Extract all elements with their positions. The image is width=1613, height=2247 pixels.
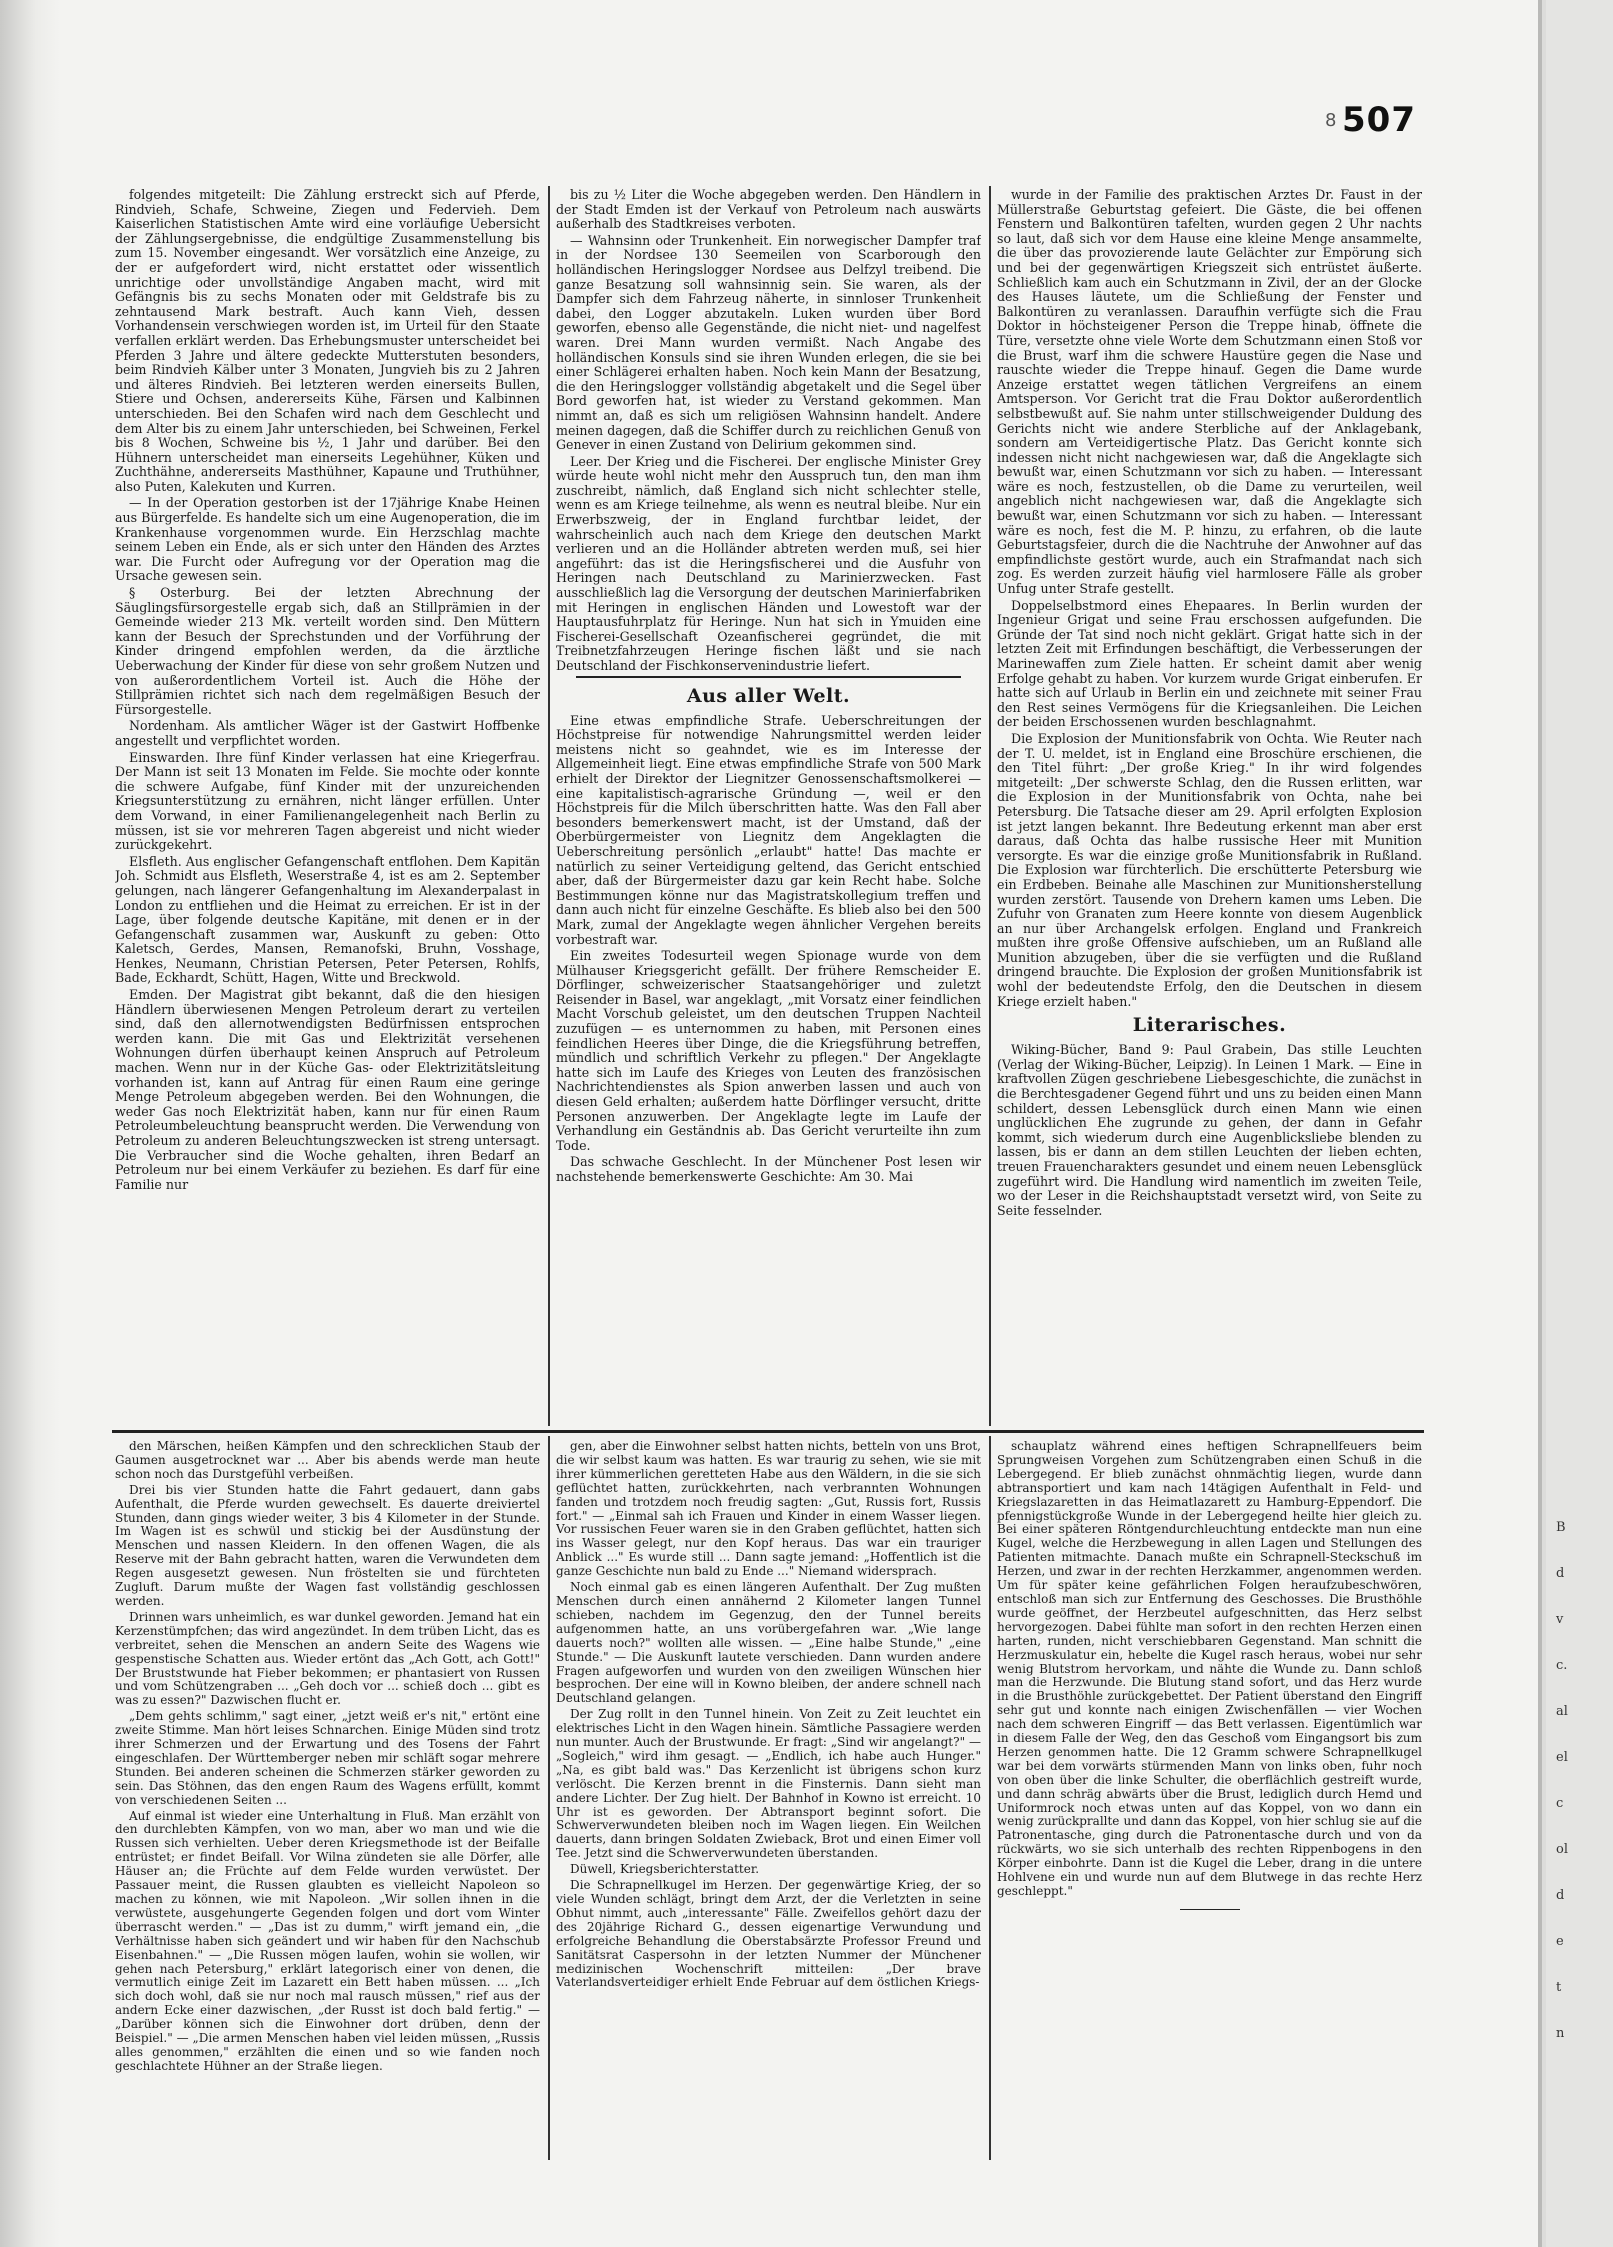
column-3-upper [997,188,1422,1009]
adjacent-page-fragment: t [1556,1980,1562,1995]
section-headline-literarisches: Literarisches. [1132,1014,1287,1037]
article-paragraph: gen, aber die Einwohner selbst hatten nichts, betteln von uns Brot, die wir selbst kaum was hatten. Es war traurig zu sehen, wie sie mit ihrer kümmerlichen geretteten Habe aus den Wäldern, in die sie sich geflüchtet hatten, zurückkehrten, nach verbrannten Wohnungen fanden und trotzdem noch freudig sagten: „Gut, Russis fort, Russis fort." — „Einmal sah ich Frauen und Kinder in einem Wasser liegen. Vor russischen Feuer waren sie in den Graben geflüchtet, hatten sich ins Wasser gelegt, nur den Kopf heraus. Das war ein trauriger Anblick ..." Es wurde still ... Dann sagte jemand: „Hoffentlich ist die ganze Geschichte nun bald zu Ende ..." Niemand widersprach. [556,1440,981,1579]
top-column-3 [997,188,1422,1423]
end-rule [1180,1909,1240,1910]
adjacent-page-fragment: e [1556,1934,1564,1949]
adjacent-page-fragment: ol [1556,1842,1568,1857]
page-number: 507 [1342,100,1416,140]
section-headline-aus-aller-welt: Aus aller Welt. [686,684,851,707]
adjacent-page-fragment: d [1556,1566,1565,1581]
article-paragraph: Die Schrapnellkugel im Herzen. Der gegenwärtige Krieg, der so viele Wunden schlägt, bringt dem Arzt, der die Verletzten in seine Obhut nimmt, auch „interessante" Fälle. Zweifellos gehört dazu der des 20jährige Richard G., dessen eigenartige Verwundung und erfolgreiche Behandlung die Oberstabsärzte Professor Freund und Sanitätsrat Caspersohn in der letzten Nummer der Münchener medizinischen Wochenschrift mitteilen: „Der brave Vaterlandsverteidiger erhielt Ende Februar auf dem östlichen Kriegs- [556,1878,981,1990]
column-3-lower [997,1043,1422,1218]
article-paragraph: Der Zug rollt in den Tunnel hinein. Von Zeit zu Zeit leuchtet ein elektrisches Licht in den Wagen hinein. Sämtliche Passagiere werden nun munter. Auch der Brustwunde. Er fragt: „Sind wir angelangt?" — „Sogleich," wird ihm gesagt. — „Endlich, ich habe auch Hunger." „Na, es gibt bald was." Das Kerzenlicht ist übrigens schon kurz verlöscht. Die Kerzen brennt in die Finsternis. Dann sieht man andere Lichter. Der Zug hielt. Der Bahnhof in Kowno ist erreicht. 10 Uhr ist es geworden. Der Abtransport beginnt sofort. Die Schwerverwundeten bleiben noch im Wagen liegen. Ein Weilchen dauerts, dann bringen Soldaten Zwieback, Brot und einen Eimer voll Tee. Jetzt sind die Schwerverwundeten überstanden. [556,1707,981,1861]
article-paragraph: Ein zweites Todesurteil wegen Spionage wurde von dem Mülhauser Kriegsgericht gefällt. Der frühere Remscheider E. Dörflinger, schweizerischer Staatsangehöriger und zuletzt Reisender in Basel, war angeklagt, „mit Vorsatz einer feindlichen Macht Vorschub geleistet, um den deutschen Truppen Nachteil zuzufügen — es unternommen zu haben, mit Personen eines feindlichen Heeres über Dinge, die die Kriegsführung betreffen, mündlich und schriftlich Verkehr zu pflegen." Der Angeklagte hatte sich im Laufe des Krieges von Leuten des französischen Nachrichtendienstes als Spion anwerben lassen und auch von diesen Geld erhalten; außerdem hatte Dörflinger versucht, dritte Personen anzuwerben. Der Angeklagte legte im Laufe der Verhandlung ein Geständnis ab. Das Gericht verurteilte ihn zum Tode. [556,948,981,1153]
adjacent-page-fragment: el [1556,1750,1568,1765]
article-paragraph: Drei bis vier Stunden hatte die Fahrt gedauert, dann gabs Aufenthalt, die Pferde wurden gewechselt. Es dauerte dreiviertel Stunden, dann gings wieder weiter, 3 bis 4 Kilometer in der Stunde. Im Wagen ist es schwül und stickig bei der Ausdünstung der Menschen und nassen Kleidern. In den offenen Wagen, die als Reserve mit der Bahn gebracht hatten, waren die Verwundeten dem Regen ausgesetzt gewesen. Nun fröstelten sie und fürchteten Zugluft. Darum mußte der Wagen fast vollständig geschlossen werden. [115,1482,540,1608]
column-2-upper [556,188,981,674]
adjacent-page-fragment: c [1556,1796,1564,1811]
article-paragraph: Das schwache Geschlecht. In der Münchener Post lesen wir nachstehende bemerkenswerte Geschichte: Am 30. Mai [556,1154,981,1184]
article-paragraph: Wiking-Bücher, Band 9: Paul Grabein, Das stille Leuchten (Verlag der Wiking-Bücher, Leipzig). In Leinen 1 Mark. — Eine in kraftvollen Zügen geschriebene Liebesgeschichte, die zunächst in die Berchtesgadener Gegend führt und uns zu beiden einen Mann schildert, dessen Lebensglück durch einen Mann wie einen unglücklichen Ehe zugrunde zu gehen, der dann in Gefahr kommt, sich wiederum durch eine Augenblicksliebe blenden zu lassen, bis er dann an dem stillen Leuchten der lieben echten, treuen Frauencharakters gesundet und einem neuen Lebensglück zugeführt wird. Die Handlung wird namentlich im zweiten Teile, wo der Leser in die Reichshauptstadt versetzt wird, von Seite zu Seite fesselnder. [997,1042,1422,1218]
column-divider [548,186,550,1426]
article-paragraph: bis zu ½ Liter die Woche abgegeben werden. Den Händlern in der Stadt Emden ist der Verkauf von Petroleum nach auswärts außerhalb des Stadtkreises verboten. [556,188,981,232]
bottom-column-1 [115,1440,540,2160]
article-paragraph: den Märschen, heißen Kämpfen und den schrecklichen Staub der Gaumen ausgetrocknet war ... Aber bis abends werde man heute schon noch das Durstgefühl verbeißen. [115,1440,540,1481]
adjacent-page-fragment: v [1556,1612,1564,1627]
top-column-1 [115,188,540,1423]
article-paragraph: wurde in der Familie des praktischen Arztes Dr. Faust in der Müllerstraße Geburtstag gefeiert. Die Gäste, die bei offenen Fenstern und Balkontüren tafelten, wurden gegen 2 Uhr nachts so laut, daß sich vor dem Hause eine kleine Menge ansammelte, die über das provozierende laute Gelächter zur Empörung sich und bei der gegenwärtigen Kriegszeit sich entrüstet äußerte. Schließlich kam auch ein Schutzmann in Zivil, der an der Glocke des Hauses läutete, um die Schließung der Fenster und Balkontüren zu veranlassen. Daraufhin verfügte sich die Frau Doktor in höchsteigener Person die Treppe hinab, öffnete die Türe, versetzte ohne viele Worte dem Schutzmann einen Stoß vor die Brust, warf ihm die schwere Haustüre gegen die Nase und rauschte wieder die Treppe hinauf. Gegen die Dame wurde Anzeige erstattet wegen tätlichen Vergreifens an einem Amtsperson. Vor Gericht trat die Frau Doktor außerordentlich selbstbewußt auf. Sie nahm unter stillschweigender Duldung des Gerichts nicht wie andere Sterbliche auf der Anklagebank, sondern am Verteidigertische Platz. Das Gericht konnte sich indessen nicht nicht nachgewiesen war, daß die Angeklagte sich bewußt war, einen Schutzmann vor sich zu haben. — Interessant wäre es noch, festzustellen, ob die Dame zu verurteilen, weil angeblich nicht nachgewiesen war, daß die Angeklagte sich bewußt war, einen Schutzmann vor sich zu haben. — Interessant wäre es noch, fest die M. P. hinzu, zu erfahren, ob die laute Geburtstagsfeier, durch die die Nachtruhe der Anwohner auf das empfindlichste gestört wurde, auch ein Strafmandat nach sich zog. Es werden zurzeit häufig viel harmlosere Fälle als grober Unfug unter Strafe gestellt. [997,188,1422,597]
horizontal-divider [112,1430,1424,1433]
adjacent-page-fragment: al [1556,1704,1568,1719]
article-paragraph: Drinnen wars unheimlich, es war dunkel geworden. Jemand hat ein Kerzenstümpfchen; das wird angezündet. In dem trüben Licht, das es verbreitet, sehen die Menschen an andern Seite des Wagens wie gespenstische Schatten aus. Wieder ertönt das „Ach Gott, ach Gott!" Der Bruststwunde hat Fieber bekommen; er phantasiert von Russen und vom Schützengraben ... „Geh doch vor ... schieß doch ... gibt es was zu essen?" Dazwischen flucht er. [115,1609,540,1708]
column-3-text [997,1440,1422,1899]
article-paragraph: Doppelselbstmord eines Ehepaares. In Berlin wurden der Ingenieur Grigat und seine Frau erschossen aufgefunden. Die Gründe der Tat sind noch nicht geklärt. Grigat hatte sich in der letzten Zeit mit Erfindungen beschäftigt, die Verbesserungen der Marinewaffen zum Ziele hatten. Er scheint damit aber wenig Erfolge gehabt zu haben. Vor kurzem wurde Grigat einberufen. Er hatte sich auf Urlaub in Berlin ein und zeichnete mit seiner Frau den Rest seines Vermögens für die Kriegsanleihen. Die Leichen der beiden Erschossenen wurden beschlagnahmt. [997,597,1422,730]
article-paragraph: § Osterburg. Bei der letzten Abrechnung der Säuglingsfürsorgestelle ergab sich, daß an Stillprämien in der Gemeinde wieder 213 Mk. verteilt worden sind. Den Müttern kann der Besuch der Sprechstunden und der Vorführung der Kinder dringend empfohlen werden, da die ärztliche Ueberwachung der Kinder für diese von sehr großem Nutzen und von außerordentlichem Vorteil ist. Auch die Höhe der Stillprämien richtet sich nach dem regelmäßigen Besuch der Fürsorgestelle. [115,585,540,717]
article-paragraph: Emden. Der Magistrat gibt bekannt, daß die den hiesigen Händlern überwiesenen Mengen Petroleum derart zu verteilen sind, daß den allernotwendigsten Bedürfnissen entsprochen werden kann. Die mit Gas und Elektrizität versehenen Wohnungen dürfen überhaupt keinen Anspruch auf Petroleum machen. Wenn nur in der Küche Gas- oder Elektrizitätsleitung vorhanden ist, kann auf Antrag für einen Raum eine geringe Menge Petroleum abgegeben werden. Bei den Wohnungen, die weder Gas noch Elektrizität haben, kann nur für einen Raum Petroleumbeleuchtung beansprucht werden. Die Verwendung von Petroleum zu anderen Beleuchtungszwecken ist streng untersagt. Die Verbraucher sind die Woche gehalten, ihren Bedarf an Petroleum nur bei einem Verkäufer zu beziehen. Es darf für eine Familie nur [115,987,540,1192]
column-divider [989,1436,991,2160]
article-paragraph: Auf einmal ist wieder eine Unterhaltung in Fluß. Man erzählt von den durchlebten Kämpfen, von wo man, aber wo man und wie die Russen sich verhielten. Ueber deren Kriegsmethode ist der Beifalle entrüstet; er findet Beifall. Vor Wilna zündeten sie alle Dörfer, alle Häuser an; die Früchte auf dem Felde wurden verwüstet. Der Passauer meint, die Russen glaubten es vielleicht Napoleon so machen zu können, wie mit Napoleon. „Wir sollen ihnen in die verwüstete, ausgehungerte Gegenden folgen und dort vom Winter überrascht werden." — „Das ist zu dumm," wirft jemand ein, „die Verhältnisse haben sich geändert und wir haben für den Nachschub Eisenbahnen." — „Die Russen mögen laufen, wohin sie wollen, wir gehen nach Petersburg," erklärt lategorisch einer von denen, die vermutlich einige Zeit im Lazarett ein Bett haben müssen. ... „Ich sich doch wohl, daß sie nur noch mal rausch müssen," rief aus der andern Ecke einer dazwischen, „der Russt ist doch bald fertig." — „Darüber können sich die Einwohner dort drüben, denn der Beispiel." — „Die armen Menschen haben viel leiden müssen, „Russis alles genommen," erzählten die einen und so wie fanden noch geschlachtete Hühner an der Straße liegen. [115,1808,540,2073]
bottom-column-2 [556,1440,981,2160]
article-paragraph: schauplatz während eines heftigen Schrapnellfeuers beim Sprungweisen Vorgehen zum Schützengraben einen Schuß in die Lebergegend. Er blieb zunächst ohnmächtig liegen, wurde dann abtransportiert und kam nach 14tägigen Aufenthalt in Feld- und Kriegslazaretten in das Heimatlazarett zu Hamburg-Eppendorf. Die pfennigstückgroße Wunde in der Lebergegend heilte hier gleich zu. Bei einer späteren Röntgendurchleuchtung entdeckte man nun eine Kugel, welche die Herzbewegung in allen Lagen und Stellungen des Patienten mitmachte. Danach mußte ein Schrapnell-Steckschuß im Herzen, und zwar in der rechten Herzkammer, angenommen werden. Um für später keine gefährlichen Folgen heraufzubeschwören, entschloß man sich zur Entfernung des Geschosses. Die Brusthöhle wurde geöffnet, der Herzbeutel aufgeschnitten, das Herz selbst hervorgezogen. Dabei fühlte man sofort in den rechten Herzen einen harten, runden, nicht verschiebbaren Gegenstand. Man schnitt die Herzmuskulatur ein, hebelte die Kugel rasch heraus, wobei nur sehr wenig Blutstrom hervorkam, und nähte die Wunde zu. Dann schloß man die Herzwunde. Die Blutung stand sofort, und das Herz wurde in die Brusthöhle zurückgebettet. Der Patient überstand den Eingriff sehr gut und konnte nach einigen Zwischenfällen — vier Wochen nach dem schweren Eingriff — das Bett verlassen. Eigentümlich war in diesem Falle der Weg, den das Geschoß vom Eingangsort bis zum Herzen genommen hatte. Die 12 Gramm schwere Schrapnellkugel war bei dem vorwärts stürmenden Mann von links oben, fuhr noch von oben über die linke Schulter, die oberflächlich gestreift wurde, und dann schräg abwärts über die Brust, lediglich durch Hemd und Uniformrock noch etwas unten auf das Koppel, von wo dann ein wenig zurückprallte und dann das Koppel, von hier schlug sie auf die Patronentasche, ging durch die Patronentasche durch und von da rückwärts, wo sie sich unterhalb des rechten Rippenbogens in den Körper einbohrte. Dann ist die Kugel die Leber, drang in die untere Hohlvene ein und wurde nun auf dem Blutwege in das rechte Herz geschleppt." [997,1440,1422,1898]
column-2-lower [556,714,981,1185]
article-paragraph: Leer. Der Krieg und die Fischerei. Der englische Minister Grey würde heute wohl nicht mehr den Ausspruch tun, den man ihm zuschreibt, nämlich, daß England sich nicht schlechter stelle, wenn es am Kriege teilnehme, als wenn es neutral bleibe. Nur ein Erwerbszweig, der in England furchtbar leidet, der wahrscheinlich auch nach dem Kriege den deutschen Markt verlieren und an die Holländer abtreten werden muß, sei hier angeführt: das ist die Heringsfischerei und die Ausfuhr von Heringen nach Deutschland zu Marinierzwecken. Fast ausschließlich lag die Versorgung der deutschen Marinierfabriken mit Heringen in englischen Händen und Lowestoft war der Hauptausfuhrplatz für Heringe. Nun hat sich in Ymuiden eine Fischerei-Gesellschaft Ozeanfischerei gegründet, die mit Treibnetzfahrzeugen Heringe fischen läßt und sie nach Deutschland der Fischkonservenindustrie liefert. [556,453,981,673]
column-divider [989,186,991,1426]
article-paragraph: Elsfleth. Aus englischer Gefangenschaft entflohen. Dem Kapitän Joh. Schmidt aus Elsfleth, Weserstraße 4, ist es am 2. September gelungen, nach längerer Gefangenhaltung im Alexanderpalast in London zu entfliehen und die Heimat zu erreichen. Er ist in der Lage, über folgende deutsche Kapitäne, mit denen er in der Gefangenschaft zusammen war, Auskunft zu geben: Otto Kaletsch, Gerdes, Mansen, Remanofski, Bruhn, Vosshage, Henkes, Neumann, Christian Petersen, Peter Petersen, Rohlfs, Bade, Eckhardt, Schütt, Hagen, Witte und Breckwold. [115,853,540,986]
page-left-edge [0,0,60,2247]
article-paragraph: — Wahnsinn oder Trunkenheit. Ein norwegischer Dampfer traf in der Nordsee 130 Seemeilen von Scarborough den holländischen Heringslogger Nordsee aus Delfzyl treibend. Die ganze Besatzung soll wahnsinnig sein. Sie waren, als der Dampfer sich dem Fahrzeug näherte, in sinnloser Trunkenheit dabei, den Logger abzutakeln. Luken wurden über Bord geworfen, ebenso alle Gegenstände, die nicht niet- und nagelfest waren. Drei Mann wurden vermißt. Nach Angabe des holländischen Konsuls sind sie ihren Wunden erlegen, die sie bei einer Schlägerei erhalten haben. Noch kein Mann der Besatzung, die den Heringslogger vollständig abgetakelt und die Segel über Bord geworfen hat, ist wieder zu Verstand gekommen. Man nimmt an, daß es sich um religiösen Wahnsinn handelt. Andere meinen dagegen, daß die Schiffer durch zu reichlichen Genuß von Genever in einen Zustand von Delirium gekommen sind. [556,232,981,453]
adjacent-page-fragment: n [1556,2026,1565,2041]
column-divider [548,1436,550,2160]
article-paragraph: Noch einmal gab es einen längeren Aufenthalt. Der Zug mußten Menschen durch einen annähernd 2 Kilometer langen Tunnel schieben, nachdem im Gegenzug, den der Tunnel bereits aufgenommen hatte, an uns vorübergefahren war. „Wie lange dauerts noch?" wollten alle wissen. — „Eine halbe Stunde," „eine Stunde." — Die Auskunft lautete verschieden. Dann wurden andere Fragen aufgeworfen und wurden von den zweiligen Wünschen hier besprochen. Der eine will in Kowno bleiben, der andere schnell nach Deutschland gelangen. [556,1580,981,1706]
adjacent-page-strip [1546,0,1613,2247]
article-paragraph: Die Explosion der Munitionsfabrik von Ochta. Wie Reuter nach der T. U. meldet, ist in England eine Broschüre erschienen, die den Titel führt: „Der große Krieg." In ihr wird folgendes mitgeteilt: „Der schwerste Schlag, den die Russen erlitten, war die Explosion in der Munitionsfabrik von Ochta, nahe bei Petersburg. Die Tatsache dieser am 29. April erfolgten Explosion ist jetzt langen bekannt. Ihre Bedeutung erkennt man aber erst daraus, daß Ochta das halbe russische Heer mit Munition versorgte. Es war die einzige große Munitionsfabrik in Rußland. Die Explosion war fürchterlich. Die erschütterte Petersburg wie ein Erdbeben. Beinahe alle Maschinen zur Munitionsherstellung wurden zerstört. Tausende von Drehern kamen ums Leben. Die Zufuhr von Granaten zum Heere konnte von diesem Augenblick an nur über Archangelsk erfolgen. England und Frankreich mußten ihre große Offensive aufschieben, um an Rußland alle Munition abzugeben, über die sie verfügten und die Rußland dringend brauchte. Die Explosion der großen Munitionsfabrik ist wohl der bedeutendste Erfolg, den die Deutschen in diesem Kriege erzielt haben." [997,730,1422,1009]
bottom-column-3 [997,1440,1422,2160]
article-paragraph: folgendes mitgeteilt: Die Zählung erstreckt sich auf Pferde, Rindvieh, Schafe, Schweine, Ziegen und Federvieh. Dem Kaiserlichen Statistischen Amte wird eine vorläufige Uebersicht der Zählungsergebnisse, die endgültige Zusammenstellung bis zum 15. November eingesandt. Wer vorsätzlich eine Anzeige, zu der er aufgefordert wird, nicht erstattet oder wissentlich unrichtige oder unvollständige Angaben macht, wird mit Gefängnis bis zu sechs Monaten oder mit Geldstrafe bis zu zehntausend Mark bestraft. Auch kann Vieh, dessen Vorhandensein verschwiegen worden ist, im Urteil für den Staate verfallen erklärt werden. Das Erhebungsmuster unterscheidet bei Pferden 3 Jahre und ältere gedeckte Mutterstuten besonders, beim Rindvieh Kälber unter 3 Monaten, Jungvieh bis zu 2 Jahren und älteres Rindvieh. Bei letzteren werden einerseits Bullen, Stiere und Ochsen, andererseits Kühe, Färsen und Kalbinnen unterschieden. Bei den Schafen wird nach dem Geschlecht und dem Alter bis zu einem Jahr unterschieden, bei Schweinen, Ferkel bis 8 Wochen, Schweine bis ½, 1 Jahr und darüber. Bei den Hühnern unterscheidet man einerseits Legehühner, Küken und Zuchthähne, andererseits Masthühner, Kapaune und Truthühner, also Puten, Kalekuten und Kurren. [115,188,540,494]
article-paragraph: — In der Operation gestorben ist der 17jährige Knabe Heinen aus Bürgerfelde. Es handelte sich um eine Augenoperation, die im Krankenhause vorgenommen wurde. Ein Herzschlag machte seinem Leben ein Ende, als er sich unter den Händen des Arztes war. Die Furcht oder Aufregung vor der Operation mag die Ursache gewesen sein. [115,495,540,584]
article-paragraph: „Dem gehts schlimm," sagt einer, „jetzt weiß er's nit," ertönt eine zweite Stimme. Man hört leises Schnarchen. Einige Müden sind trotz ihrer Schmerzen und der Erwartung und des Tosens der Fahrt eingeschlafen. Der Württemberger neben mir schläft sogar mehrere Stunden. Bei anderen scheinen die Schmerzen stärker geworden zu sein. Das Stöhnen, das den engen Raum des Wagens erfüllt, kommt von verschiedenen Seiten ... [115,1709,540,1807]
article-paragraph: Nordenham. Als amtlicher Wäger ist der Gastwirt Hoffbenke angestellt und verpflichtet worden. [115,718,540,748]
adjacent-page-fragment: B [1556,1520,1566,1535]
article-paragraph: Düwell, Kriegsberichterstatter. [570,1862,760,1877]
article-paragraph: Einswarden. Ihre fünf Kinder verlassen hat eine Kriegerfrau. Der Mann ist seit 13 Monaten im Felde. Sie mochte oder konnte die schwere Aufgabe, fünf Kinder mit der unzureichenden Kriegsunterstützung zu ernähren, nicht länger erfüllen. Unter dem Vorwand, in einer Familienangelegenheit nach Berlin zu müssen, ist sie vor mehreren Tagen abgereist und nicht wieder zurückgekehrt. [115,749,540,853]
top-column-2 [556,188,981,1423]
headline-rule [576,676,961,678]
adjacent-page-fragment: c. [1556,1658,1568,1673]
article-paragraph: Eine etwas empfindliche Strafe. Ueberschreitungen der Höchstpreise für notwendige Nahrungsmittel werden leider meistens nicht so geahndet, wie es im Interesse der Allgemeinheit liegt. Eine etwas empfindliche Strafe von 500 Mark erhielt der Direktor der Liegnitzer Genossenschaftsmolkerei — eine kapitalistisch-agrarische Gründung —, weil er den Höchstpreis für die Milch überschritten hatte. Was den Fall aber besonders bemerkenswert macht, ist der Umstand, daß der Oberbürgermeister von Liegnitz dem Angeklagten die Ueberschreitung persönlich „erlaubt" hatte! Das machte er natürlich zu seiner Verteidigung geltend, das Gericht entschied aber, daß der Bürgermeister dazu gar kein Recht habe. Solche Bestimmungen könne nur das Magistratskollegium treffen und dann auch nicht für einzelne Geschäfte. Es blieb also bei den 500 Mark, zumal der Angeklagte wegen ähnlicher Vergehen bereits vorbestraft war. [556,712,981,947]
adjacent-page-fragment: d [1556,1888,1565,1903]
page-number-prefix: 8 [1325,110,1337,131]
